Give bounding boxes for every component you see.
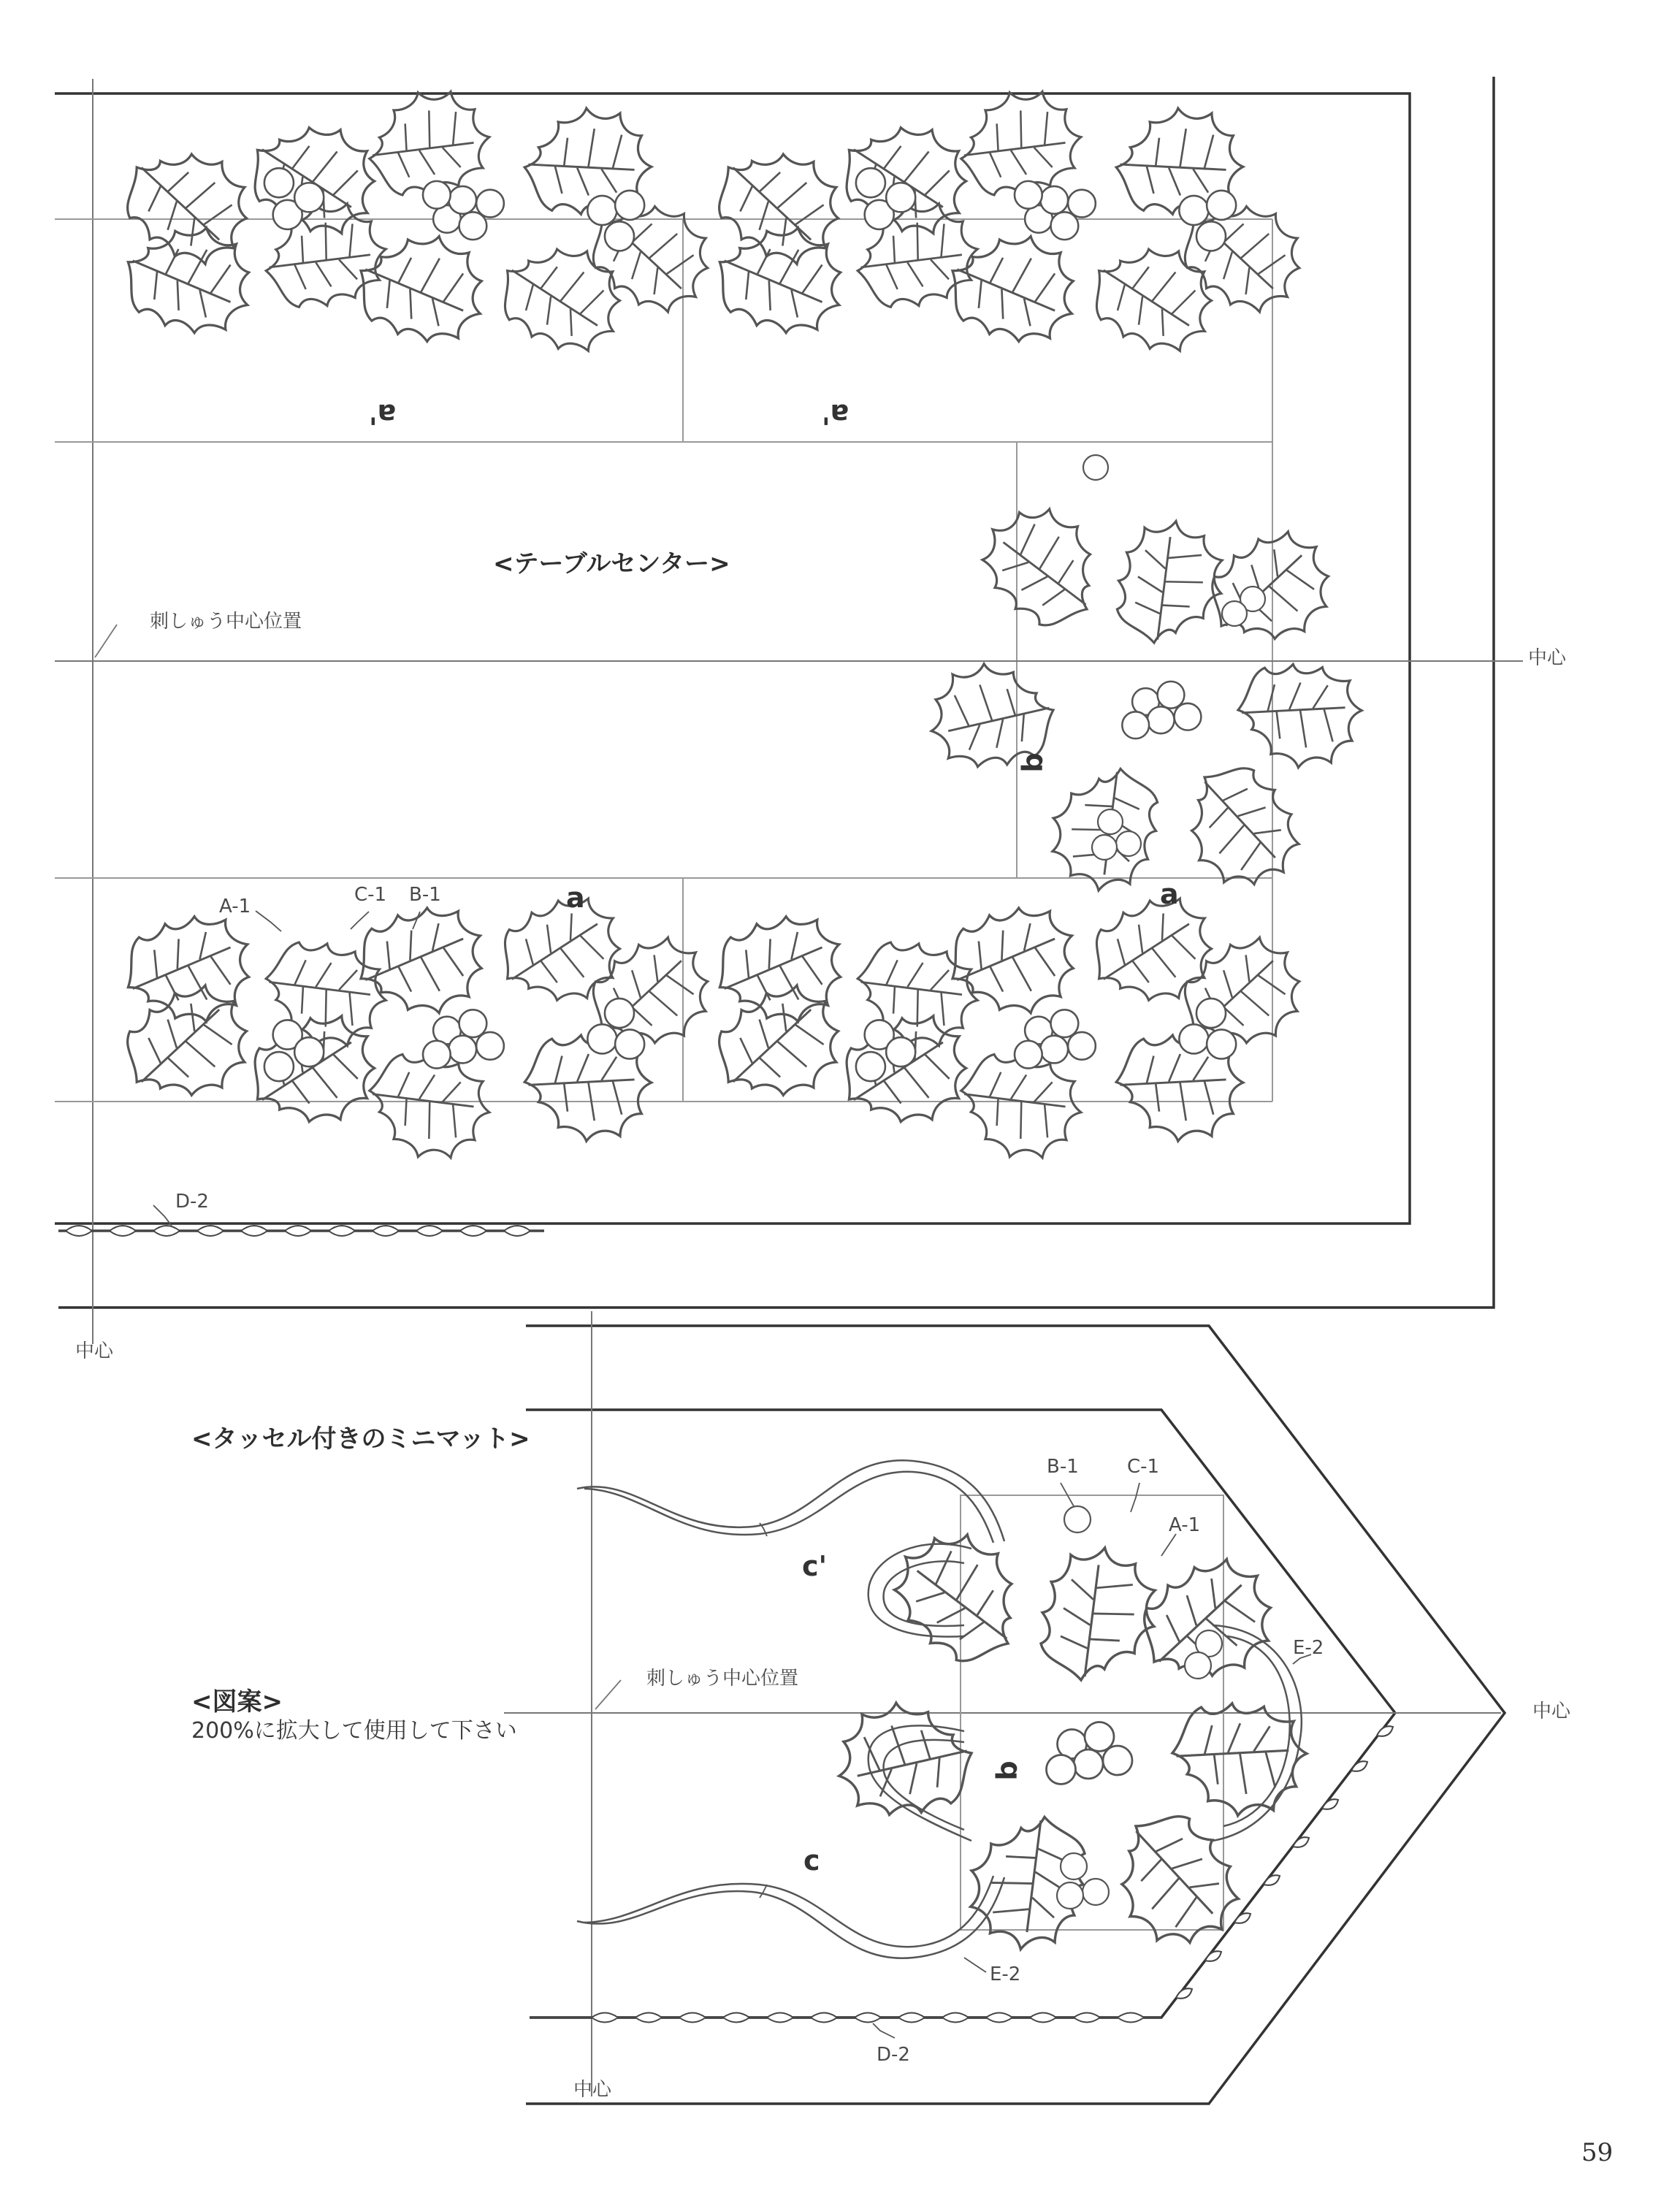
page-number: 59 — [1581, 2138, 1614, 2167]
callout-e2-top-mat: E-2 — [1293, 1637, 1324, 1659]
callout-a1-table: A-1 — [219, 896, 251, 917]
callout-c1-mat: C-1 — [1127, 1456, 1160, 1478]
mini-mat-letter-b: b — [990, 1760, 1023, 1781]
panel-letter-right: b — [1016, 752, 1049, 773]
mini-mat-letter-c: c — [803, 1844, 820, 1877]
mini-mat-letter-c-prime: c' — [802, 1550, 828, 1582]
mini-mat-center-bottom-label: 中心 — [573, 2079, 612, 2101]
panel-letter-bottom-right: a — [1160, 878, 1179, 910]
callout-d2-mat: D-2 — [877, 2044, 910, 2066]
callout-d2-table: D-2 — [175, 1191, 209, 1213]
mini-mat-embroidery-center-label: 刺しゅう中心位置 — [646, 1668, 799, 1690]
panel-letter-bottom-left: a — [566, 882, 585, 914]
pattern-note-title: <図案> — [191, 1687, 283, 1717]
panel-letter-top-left: a' — [369, 398, 397, 430]
callout-b1-mat: B-1 — [1047, 1456, 1079, 1478]
mini-mat-center-right-label: 中心 — [1532, 1701, 1571, 1722]
table-center-chain-stitch — [58, 1205, 544, 1236]
callout-e2-bottom-mat: E-2 — [990, 1963, 1021, 1985]
table-center-center-right-label: 中心 — [1528, 647, 1567, 669]
table-center-embroidery-center-label: 刺しゅう中心位置 — [150, 611, 302, 633]
table-center-title: <テーブルセンター> — [493, 549, 730, 579]
pattern-note-text: 200%に拡大して使用して下さい — [191, 1718, 517, 1744]
table-center-center-bottom-label: 中心 — [75, 1340, 114, 1362]
callout-b1-table: B-1 — [409, 884, 441, 906]
panel-letter-top-right: a' — [822, 398, 849, 430]
callout-c1-table: C-1 — [354, 884, 387, 906]
mini-mat-motif — [760, 1483, 1313, 1972]
mini-mat-title: <タッセル付きのミニマット> — [191, 1424, 530, 1454]
callout-a1-mat: A-1 — [1169, 1514, 1201, 1536]
